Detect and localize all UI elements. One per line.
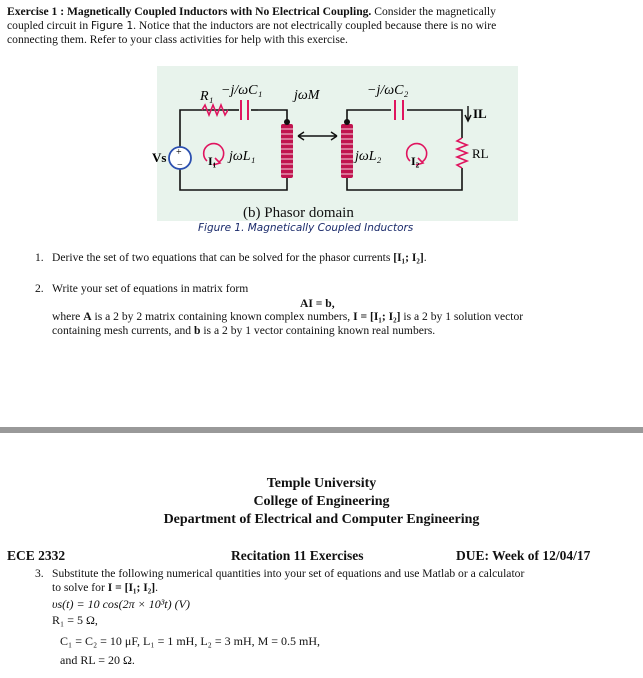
md-l2a: containing mesh currents, and	[52, 323, 194, 337]
exercise-intro	[7, 5, 637, 47]
q3-l2c: .	[155, 581, 158, 594]
md-b: b	[193, 323, 201, 337]
question-3-line2	[52, 581, 158, 595]
md-l1b: is a 2 by 2 matrix containing known complex numbers,	[91, 310, 354, 323]
course-row	[7, 548, 629, 564]
intro-line2a: coupled circuit in	[7, 18, 89, 32]
recitation-title: Recitation 11 Exercises	[231, 548, 364, 563]
label-c2: −j/ωC₂	[367, 83, 409, 98]
md-l1a: where	[52, 310, 84, 323]
md-l1c: is a 2 by 1 solution vector	[400, 310, 524, 323]
vs-plus: +	[176, 147, 182, 158]
intro-line2b: . Notice that the inductors are not electrically coupled because there is no wire	[133, 18, 497, 32]
label-m: jωM	[294, 88, 320, 103]
label-r1: R₁	[200, 89, 214, 104]
q3-rl-value: and RL = 20 Ω.	[60, 653, 135, 667]
label-rl: RL	[472, 146, 489, 161]
label-vs: Vs	[152, 150, 167, 165]
question-1-text: Derive the set of two equations that can be solved for the phasor currents	[52, 251, 394, 264]
question-1-end: .	[423, 251, 427, 264]
vs-minus: −	[177, 160, 183, 171]
figure-caption: Figure 1. Magnetically Coupled Inductors	[198, 222, 414, 234]
md-A: A	[83, 310, 92, 323]
q3-vector: I = [I₁; I₂]	[107, 581, 156, 594]
question-3-line1: Substitute the following numerical quantities into your set of equations and use Matlab or a calculator	[52, 567, 525, 580]
label-c1: −j/ωC₁	[221, 83, 263, 98]
question-2-text: Write your set of equations in matrix form	[52, 282, 249, 295]
l2-inductor	[341, 119, 353, 178]
circuit-diagram	[152, 66, 518, 221]
exercise-title: Exercise 1 : Magnetically Coupled Inductors with No Electrical Coupling.	[7, 5, 372, 18]
label-i1: I₁	[208, 154, 217, 168]
page-divider	[0, 427, 643, 433]
q3-l2a: to solve for	[52, 581, 108, 594]
l1-inductor	[281, 119, 293, 178]
matrix-equation: AI = b,	[300, 297, 335, 310]
question-1-number: 1.	[35, 251, 44, 264]
question-3-number: 3.	[35, 567, 44, 580]
label-i2: I₂	[411, 154, 420, 168]
university-name: Temple University	[266, 476, 377, 491]
md-I: I = [I₁; I₂]	[353, 310, 401, 323]
q3-vs-value: υs(t) = 10 cos(2π × 10³t) (V)	[52, 597, 190, 611]
q3-r1-value: R₁ = 5 Ω,	[52, 613, 98, 627]
due-date: DUE: Week of 12/04/17	[456, 548, 591, 563]
question-2-number: 2.	[35, 282, 44, 295]
department-name: Department of Electrical and Computer Engineering	[163, 512, 480, 527]
circuit-figure	[152, 66, 518, 221]
intro-line1: Consider the magnetically	[374, 5, 496, 18]
il-arrow	[465, 106, 471, 121]
college-name: College of Engineering	[253, 494, 390, 509]
question-1-vector: [I₁; I₂]	[393, 251, 424, 264]
md-l2c: is a 2 by 1 vector containing known real numbers.	[200, 323, 436, 337]
label-l1: jωL₁	[229, 149, 256, 164]
q3-cl-values: C₁ = C₂ = 10 μF, L₁ = 1 mH, L₂ = 3 mH, M = 0.5 mH,	[60, 634, 321, 648]
label-l2: jωL₂	[355, 149, 382, 164]
label-il: IL	[473, 106, 487, 121]
intro-line3: connecting them. Refer to your class activities for help with this exercise.	[7, 33, 348, 47]
figure-ref: Figure 1	[91, 19, 134, 32]
mutual-coupling-arrow	[298, 132, 337, 140]
matrix-description	[52, 310, 627, 337]
figure-subtitle: (b) Phasor domain	[243, 205, 354, 221]
course-code: ECE 2332	[7, 548, 66, 563]
rl-resistor	[457, 138, 467, 168]
